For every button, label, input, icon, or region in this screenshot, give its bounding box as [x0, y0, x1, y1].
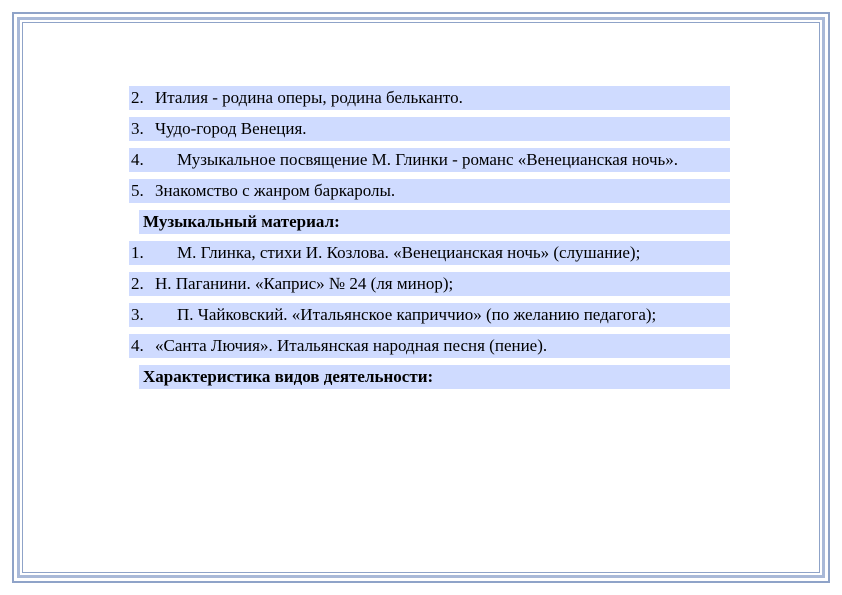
list-item — [129, 241, 730, 265]
list-item-text: Н. Паганини. «Каприс» № 24 (ля минор); — [155, 274, 454, 293]
list-item-text: «Санта Лючия». Итальянская народная песня (пение). — [155, 336, 548, 355]
list-item — [129, 272, 730, 296]
section-heading-activity: Характеристика видов деятельности: — [139, 365, 730, 389]
list-item-number: 2. — [131, 274, 144, 293]
list-item-number: 1. — [131, 243, 144, 262]
list-item — [129, 86, 730, 110]
slide-content — [129, 86, 730, 389]
list-item-number: 4. — [131, 150, 144, 169]
list-item-text: Музыкальное посвящение М. Глинки - романс «Венецианская ночь». — [177, 150, 679, 169]
list-item-text: М. Глинка, стихи И. Козлова. «Венецианская ночь» (слушание); — [177, 243, 641, 262]
list-item — [129, 303, 730, 327]
list-item-number: 5. — [131, 181, 144, 200]
list-item — [129, 179, 730, 203]
list-item-number: 3. — [131, 305, 144, 324]
section-heading-material: Музыкальный материал: — [139, 210, 730, 234]
list-item — [129, 334, 730, 358]
list-item-text: Знакомство с жанром баркаролы. — [155, 181, 396, 200]
list-item-number: 3. — [131, 119, 144, 138]
list-item — [129, 117, 730, 141]
list-item — [129, 148, 730, 172]
list-item-text: Чудо-город Венеция. — [155, 119, 307, 138]
list-item-number: 4. — [131, 336, 144, 355]
list-item-number: 2. — [131, 88, 144, 107]
list-item-text: Италия - родина оперы, родина бельканто. — [155, 88, 463, 107]
list-item-text: П. Чайковский. «Итальянское каприччио» (по желанию педагога); — [177, 305, 657, 324]
